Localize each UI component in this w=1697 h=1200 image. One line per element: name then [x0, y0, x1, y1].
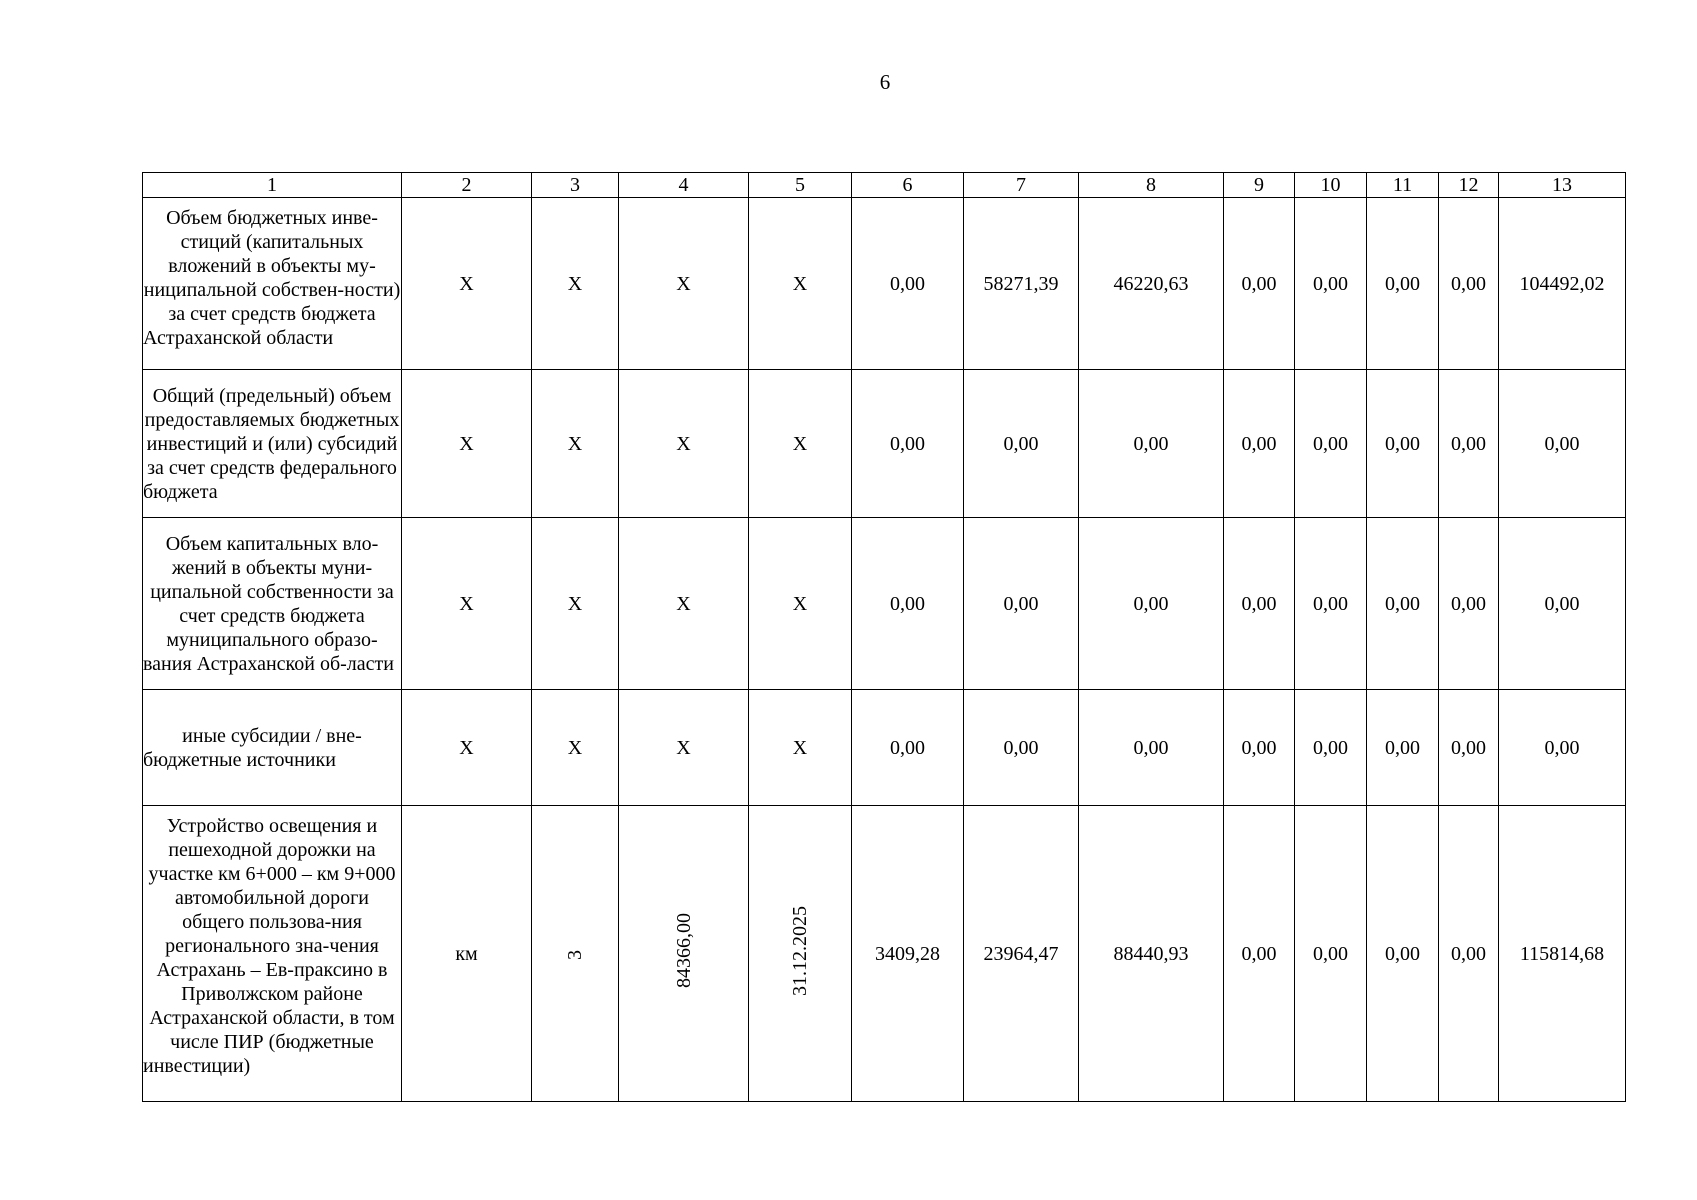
rotated-value: 3	[564, 949, 586, 960]
table-cell: 0,00	[1439, 806, 1499, 1102]
table-cell: 0,00	[1439, 690, 1499, 806]
row-description: Устройство освещения и пешеходной дорожки на участке км 6+000 – км 9+000 автомобильной дороги общего пользова-ния регионального зна-чения Астрахань – Ев-праксино в Приволжском районе Астраханской области, в том числе ПИР (бюджетные инвестиции)	[143, 806, 402, 1102]
header-cell: 3	[532, 173, 619, 198]
table-cell: X	[532, 690, 619, 806]
table-cell: 0,00	[1295, 806, 1367, 1102]
table-cell	[749, 806, 852, 1102]
header-cell: 2	[402, 173, 532, 198]
table-cell: 104492,02	[1499, 198, 1626, 370]
table-cell: X	[402, 518, 532, 690]
table-cell: 0,00	[1224, 806, 1295, 1102]
header-cell: 6	[852, 173, 964, 198]
table-cell: 115814,68	[1499, 806, 1626, 1102]
header-cell: 10	[1295, 173, 1367, 198]
page-number: 6	[879, 70, 891, 94]
header-row	[143, 173, 1626, 198]
header-cell: 13	[1499, 173, 1626, 198]
table-cell: X	[749, 370, 852, 518]
rotated-value: 84366,00	[672, 913, 695, 988]
table-cell: X	[749, 198, 852, 370]
row-description: иные субсидии / вне-бюджетные источники	[143, 690, 402, 806]
table-row	[143, 198, 1626, 370]
table-cell: 46220,63	[1079, 198, 1224, 370]
table-cell: 58271,39	[964, 198, 1079, 370]
table-cell: 0,00	[1367, 370, 1439, 518]
header-cell: 8	[1079, 173, 1224, 198]
header-cell: 11	[1367, 173, 1439, 198]
table-cell: X	[619, 370, 749, 518]
table-cell: X	[619, 690, 749, 806]
header-cell: 12	[1439, 173, 1499, 198]
table-row	[143, 370, 1626, 518]
table-cell: 0,00	[964, 690, 1079, 806]
table-cell: 0,00	[852, 690, 964, 806]
table-cell: 0,00	[1439, 518, 1499, 690]
table-cell: 3409,28	[852, 806, 964, 1102]
rotated-date: 31.12.2025	[789, 905, 811, 996]
table-cell: 0,00	[1295, 370, 1367, 518]
table-cell: X	[749, 690, 852, 806]
table-cell: 0,00	[1367, 518, 1439, 690]
budget-table	[142, 172, 1626, 1102]
table-cell: 0,00	[1499, 370, 1626, 518]
table-cell: X	[532, 518, 619, 690]
table-cell: X	[619, 518, 749, 690]
table-cell: 0,00	[1224, 518, 1295, 690]
table-cell: 0,00	[852, 518, 964, 690]
table-row	[143, 806, 1626, 1102]
table-cell: X	[402, 690, 532, 806]
row-description: Объем бюджетных инве-стиций (капитальных вложений в объекты му-ниципальной собствен-ности) за счет средств бюджета Астраханской области	[143, 198, 402, 370]
table-cell: 0,00	[1499, 518, 1626, 690]
table-cell: 23964,47	[964, 806, 1079, 1102]
table-cell: X	[402, 198, 532, 370]
table-cell	[532, 806, 619, 1102]
table-cell: 0,00	[852, 370, 964, 518]
table-cell: 0,00	[1224, 370, 1295, 518]
table-cell: X	[532, 370, 619, 518]
header-cell: 7	[964, 173, 1079, 198]
header-cell: 5	[749, 173, 852, 198]
table-cell: 0,00	[1295, 690, 1367, 806]
table-cell: 0,00	[1079, 370, 1224, 518]
table-cell: 0,00	[1439, 198, 1499, 370]
table-cell: 0,00	[1295, 518, 1367, 690]
header-cell: 1	[143, 173, 402, 198]
table-cell: 0,00	[1079, 518, 1224, 690]
table-cell: X	[619, 198, 749, 370]
table-cell: 0,00	[852, 198, 964, 370]
header-cell: 4	[619, 173, 749, 198]
table-row	[143, 518, 1626, 690]
header-cell: 9	[1224, 173, 1295, 198]
table-cell: 0,00	[1439, 370, 1499, 518]
table-cell: км	[402, 806, 532, 1102]
table-cell: 88440,93	[1079, 806, 1224, 1102]
table-cell: 0,00	[1499, 690, 1626, 806]
table-cell: X	[402, 370, 532, 518]
table-cell: 0,00	[1079, 690, 1224, 806]
table-row	[143, 690, 1626, 806]
table-cell: 0,00	[1224, 690, 1295, 806]
table-cell: X	[532, 198, 619, 370]
table-cell: 0,00	[964, 370, 1079, 518]
table-cell: X	[749, 518, 852, 690]
table-cell: 0,00	[1224, 198, 1295, 370]
table-cell: 0,00	[1295, 198, 1367, 370]
table-cell: 0,00	[964, 518, 1079, 690]
row-description: Общий (предельный) объем предоставляемых бюджетных инвестиций и (или) субсидий за счет средств федерального бюджета	[143, 370, 402, 518]
table-cell: 0,00	[1367, 690, 1439, 806]
table-cell: 0,00	[1367, 198, 1439, 370]
table-cell	[619, 806, 749, 1102]
row-description: Объем капитальных вло-жений в объекты муни-ципальной собственности за счет средств бюджета муниципального образо-вания Астраханской об-ласти	[143, 518, 402, 690]
table-cell: 0,00	[1367, 806, 1439, 1102]
